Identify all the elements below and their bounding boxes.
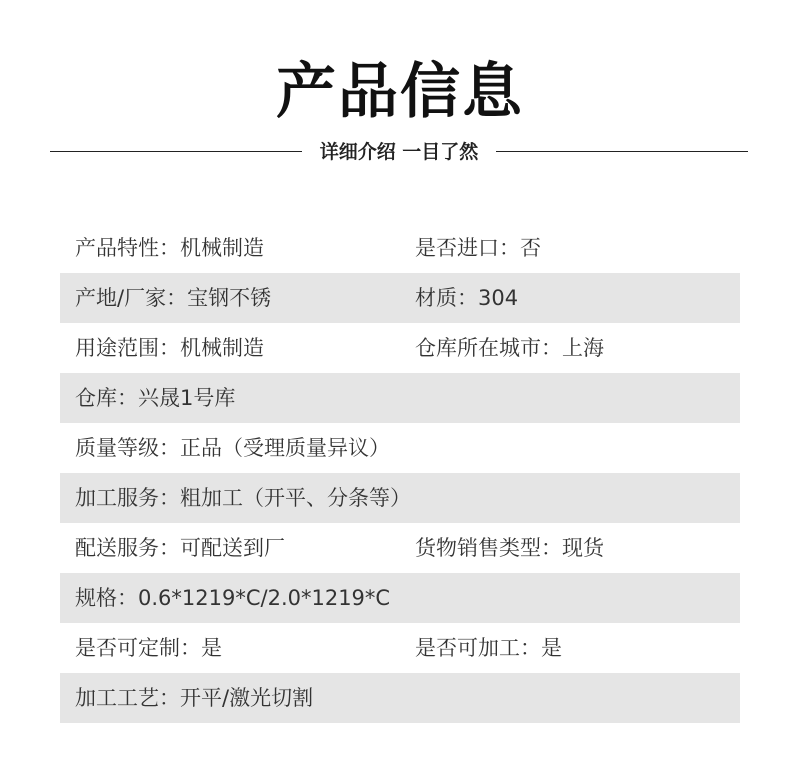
info-row	[60, 673, 740, 723]
info-cell: 产地/厂家：宝钢不锈	[75, 286, 272, 310]
info-cell: 产品特性：机械制造	[75, 236, 264, 260]
info-cell: 材质：304	[415, 286, 519, 310]
info-cell: 货物销售类型：现货	[415, 536, 604, 560]
info-row	[60, 573, 740, 623]
info-row	[60, 423, 740, 473]
info-row	[60, 373, 740, 423]
page-subtitle: 详细介绍 一目了然	[319, 141, 479, 163]
product-info-table	[60, 223, 740, 723]
divider-line-left	[50, 151, 302, 152]
info-cell: 仓库：兴晟1号库	[75, 386, 236, 410]
info-cell: 仓库所在城市：上海	[415, 336, 604, 360]
info-cell: 加工服务：粗加工（开平、分条等）	[75, 486, 411, 510]
info-cell: 是否可定制：是	[75, 636, 222, 660]
info-row	[60, 273, 740, 323]
info-row	[60, 223, 740, 273]
info-cell: 配送服务：可配送到厂	[75, 536, 285, 560]
info-cell: 加工工艺：开平/激光切割	[75, 686, 314, 710]
page-title: 产品信息	[276, 57, 524, 127]
info-cell: 用途范围：机械制造	[75, 336, 264, 360]
subtitle-divider	[50, 138, 748, 166]
info-row	[60, 623, 740, 673]
info-cell: 是否可加工：是	[415, 636, 562, 660]
info-row	[60, 523, 740, 573]
info-cell: 规格：0.6*1219*C/2.0*1219*C	[75, 586, 391, 610]
info-cell: 质量等级：正品（受理质量异议）	[75, 436, 390, 460]
info-cell: 是否进口：否	[415, 236, 541, 260]
info-row	[60, 323, 740, 373]
divider-line-right	[496, 151, 748, 152]
info-row	[60, 473, 740, 523]
